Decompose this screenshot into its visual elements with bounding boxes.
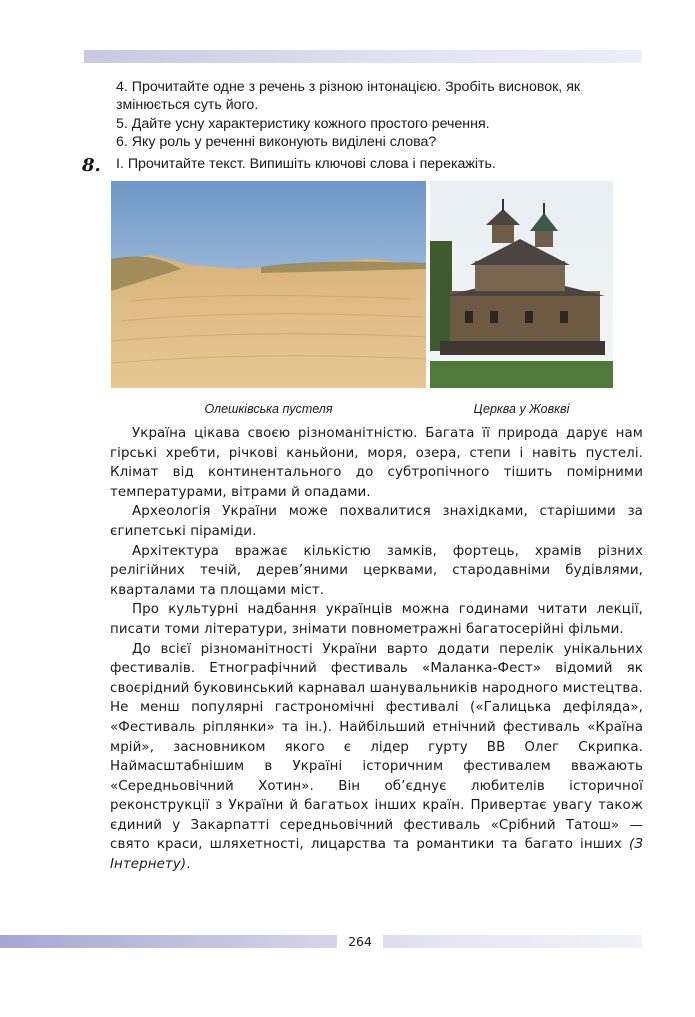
question-4-line-1: 4. Прочитайте одне з речень з різною інтонацією. Зробіть висновок, як (116, 79, 581, 95)
task-instruction: І. Прочитайте текст. Випишіть ключові слова і перекажіть. (116, 156, 496, 172)
paragraph-festivals (110, 640, 643, 875)
question-6: 6. Яку роль у реченні виконують виділені слова? (116, 133, 437, 150)
desert-photo (111, 181, 426, 388)
final-period: . (186, 857, 191, 873)
task-number: 8. (82, 155, 101, 176)
church-caption: Церква у Жовкві (473, 402, 570, 416)
page-number: 264 (337, 934, 383, 949)
festivals-text: До всієї різноманітності України варто додати перелік унікальних фестивалів. Етнографічний фестиваль «Маланка-Фест» відомий як своєрідний буковинський карнавал шанувальників народного мистецтва. Не менш популярні гастрономічні фестивалі («Галицька дефіляда», «Фестиваль ріплянки» та ін.). Найбільший етнічний фестиваль «Країна мрій», засновником якого є лідер гурту ВВ Олег Скрипка. Наймасштабнішим в Україні історичним фестивалем вважають «Середньовічний Хотин». Він об’єднує любителів історичної реконструкції з України й багатьох інших країн. Привертає увагу також єдиний у Закарпатті середньовічний фестиваль «Срібний Татош» — свято краси, шляхетності, лицарства та романтики та багато інших (110, 641, 643, 853)
paragraph-architecture: Архітектура вражає кількістю замків, фортець, храмів різних релігійних течій, дерев’яними церквами, стародавніми будівлями, кварталами та площами міст. (110, 543, 643, 598)
paragraph-nature: Україна цікава своєю різноманітністю. Багата її природа дарує нам гірські хребти, річкові каньйони, моря, озера, степи і навіть пустелі. Клімат від континентального до субтропічного тішить помірними температурами, вітрами й опадами. (110, 426, 643, 500)
article-text (110, 424, 643, 875)
paragraph-archaeology: Археологія України може похвалитися знахідками, старішими за єгипетські піраміди. (110, 504, 643, 539)
header-decoration-bar (84, 50, 642, 63)
church-photo (430, 181, 613, 388)
source-note: (З Інтернету) (110, 837, 644, 873)
question-4-line-2: змінюється суть його. (116, 97, 259, 114)
question-list (116, 78, 646, 151)
paragraph-culture: Про культурні надбання українців можна годинами читати лекції, писати томи літератури, знімати повнометражні багатосерійні фільми. (110, 602, 643, 637)
desert-caption: Олешківська пустеля (204, 402, 333, 416)
footer-decoration-bar (0, 935, 642, 948)
question-5: 5. Дайте усну характеристику кожного простого речення. (116, 115, 490, 132)
